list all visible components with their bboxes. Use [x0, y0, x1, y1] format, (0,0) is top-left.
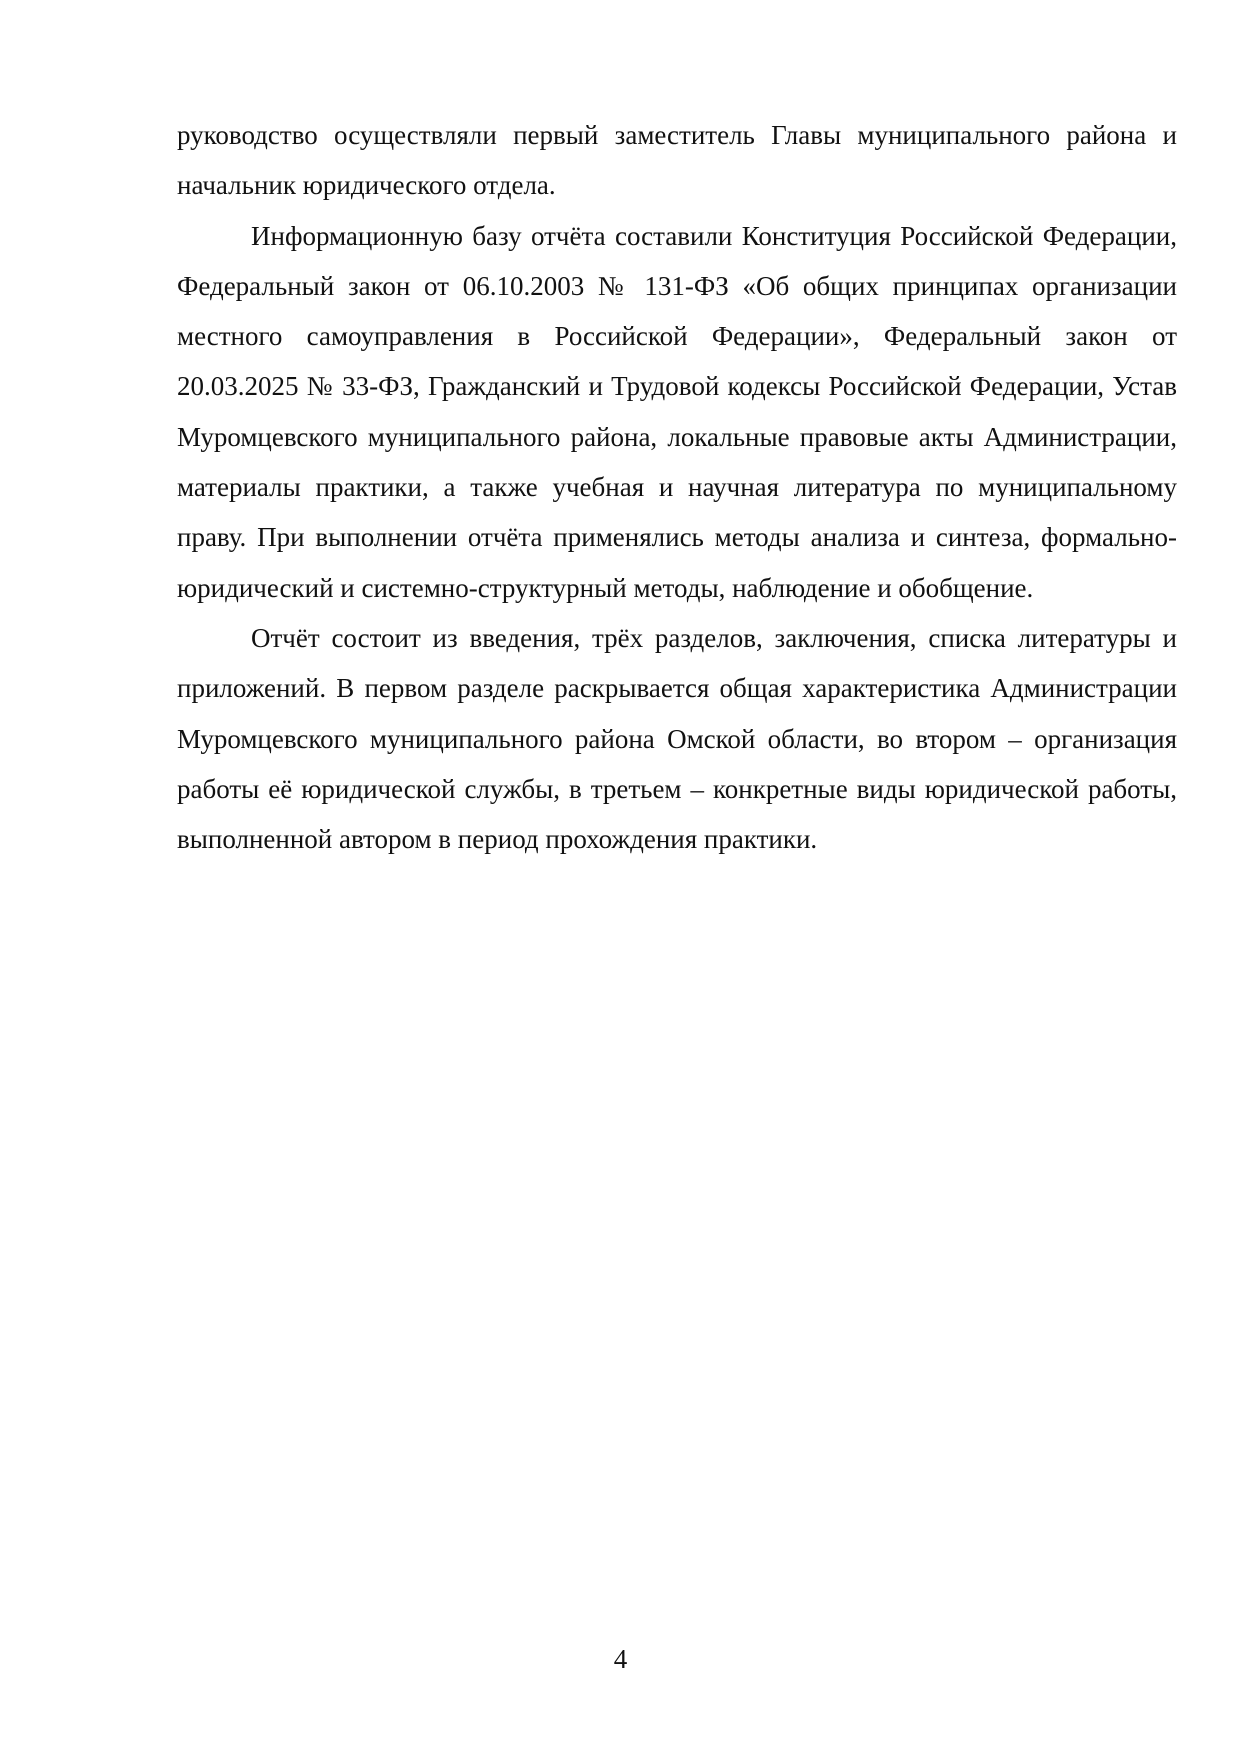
page-number: 4 [613, 1644, 628, 1674]
paragraph-report-structure: Отчёт состоит из введения, трёх разделов, заключения, списка литературы и приложений. В первом разделе раскрывается общая характеристика Администрации Муромцевского муниципального района Омской области, во втором – организация работы её юридической службы, в третьем – конкретные виды юридической работы, выполненной автором в период прохождения практики. [177, 622, 1177, 855]
paragraph-continuation: руководство осуществляли первый заместитель Главы муниципального района и начальник юридического отдела. [177, 120, 1177, 201]
body-text [177, 110, 1177, 864]
paragraph-information-base: Информационную базу отчёта составили Конституция Российской Федерации, Федеральный закон от 06.10.2003 № 131-ФЗ «Об общих принципах организации местного самоуправления в Российской Федерации», Федеральный закон от 20.03.2025 № 33-ФЗ, Гражданский и Трудовой кодексы Российской Федерации, Устав Муромцевского муниципального района, локальные правовые акты Администрации, материалы практики, а также учебная и научная литература по муниципальному праву. При выполнении отчёта применялись методы анализа и синтеза, формально-юридический и системно-структурный методы, наблюдение и обобщение. [177, 220, 1177, 603]
